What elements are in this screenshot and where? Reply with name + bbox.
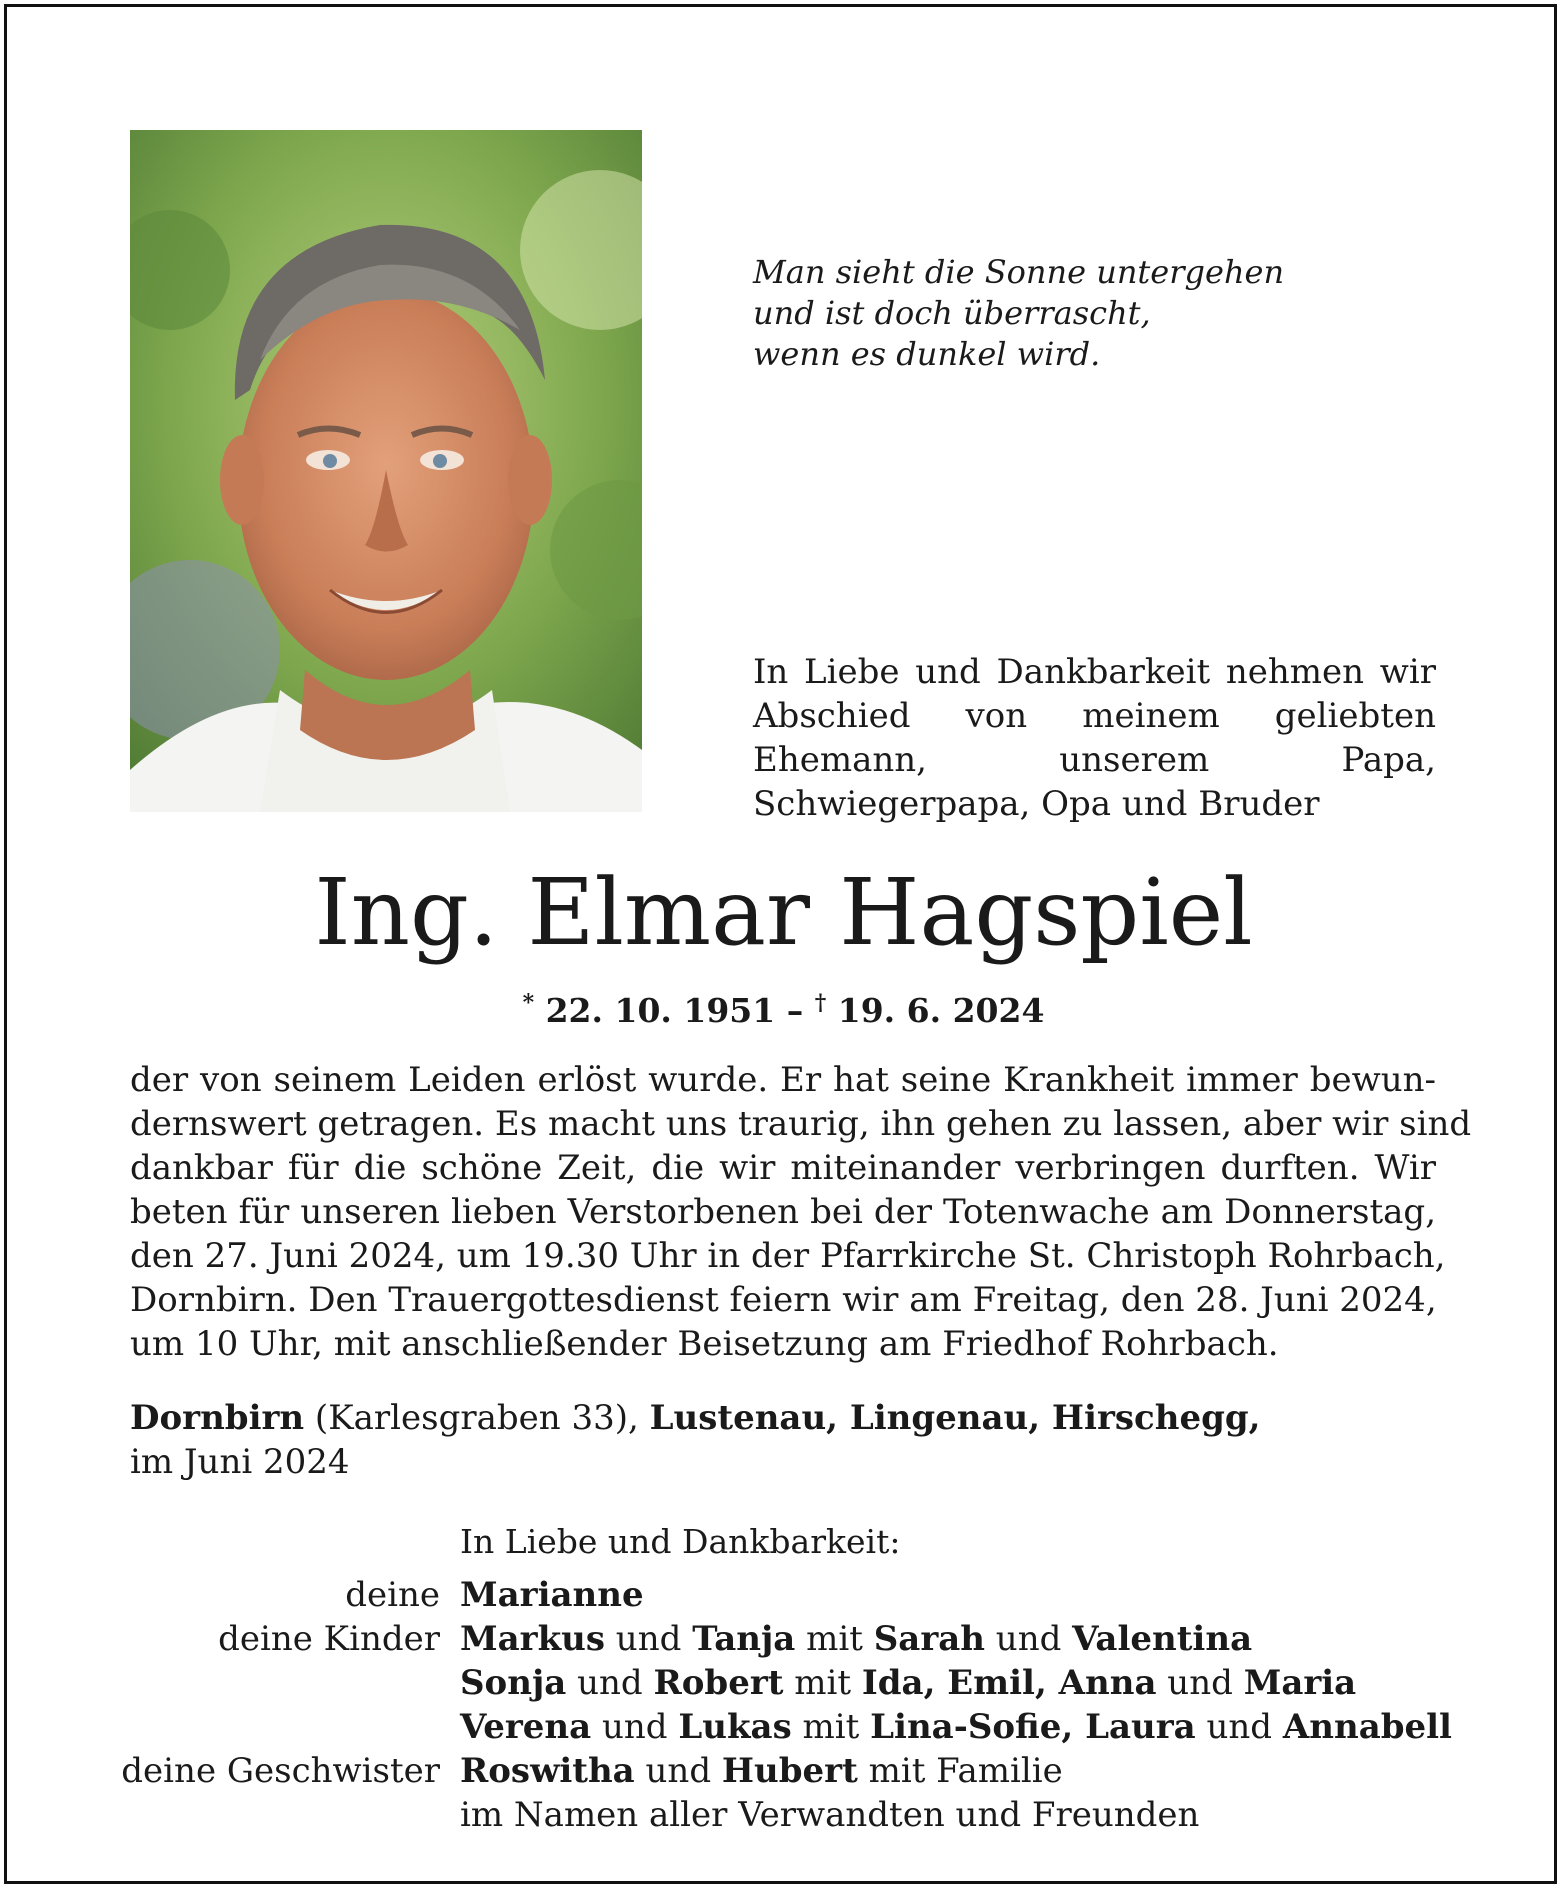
family-name: Tanja [692, 1619, 796, 1659]
family-connector: mit [791, 1707, 871, 1747]
death-date: 19. 6. 2024 [837, 991, 1045, 1030]
place-date: im Juni 2024 [130, 1442, 350, 1482]
portrait-illustration [130, 130, 642, 812]
family-name: Annabell [1282, 1707, 1452, 1747]
family-name: Sarah [873, 1619, 985, 1659]
birth-symbol: * [522, 990, 535, 1016]
family-name: Lina-Sofie, Laura [870, 1707, 1196, 1747]
body-line: beten für unseren lieben Verstorbenen bei der Totenwache am Donnerstag, [130, 1192, 1436, 1232]
body-line: der von seinem Leiden erlöst wurde. Er hat seine Krankheit immer bewun- [130, 1060, 1436, 1100]
family-row-names [460, 1661, 1356, 1705]
family-name: Lukas [678, 1707, 792, 1747]
family-name: Verena [460, 1707, 592, 1747]
family-row-names [460, 1705, 1452, 1749]
place-and-date [130, 1396, 1260, 1484]
family-name: Roswitha [460, 1751, 635, 1791]
place-others: Lustenau, Lingenau, Hirschegg, [649, 1398, 1261, 1438]
family-row-names [460, 1749, 1063, 1793]
family-name: Sonja [460, 1663, 567, 1703]
deceased-name: Ing. Elmar Hagspiel [314, 859, 1253, 966]
portrait-photo [130, 130, 642, 812]
family-name: Ida, Emil, Anna [861, 1663, 1157, 1703]
family-connector: und [1195, 1707, 1283, 1747]
body-line: Dornbirn. Den Trauergottesdienst feiern wir am Freitag, den 28. Juni 2024, [130, 1280, 1437, 1320]
life-dates [0, 990, 1567, 1030]
family-name: Markus [460, 1619, 605, 1659]
family-connector: und [1156, 1663, 1244, 1703]
family-connector: und [566, 1663, 654, 1703]
family-connector: und [605, 1619, 693, 1659]
family-name: Marianne [460, 1575, 644, 1615]
family-connector: und [984, 1619, 1073, 1659]
poem [753, 252, 1284, 375]
family-connector: im Namen aller Verwandten und Freunden [460, 1795, 1200, 1835]
family-connector: mit [795, 1619, 874, 1659]
family-row-label: deine Kinder [218, 1619, 440, 1659]
family-name: Maria [1243, 1663, 1357, 1703]
poem-line: und ist doch überrascht, [753, 294, 1151, 332]
birth-date: 22. 10. 1951 [545, 991, 776, 1030]
thanks-heading: In Liebe und Dankbarkeit: [460, 1522, 901, 1561]
death-symbol: † [814, 990, 827, 1016]
body-line: um 10 Uhr, mit anschließender Beisetzung am Friedhof Rohrbach. [130, 1324, 1279, 1364]
family-name: Valentina [1072, 1619, 1253, 1659]
body-text [130, 1058, 1472, 1366]
body-line: den 27. Juni 2024, um 19.30 Uhr in der Pfarrkirche St. Christoph Rohrbach, [130, 1236, 1446, 1276]
family-name: Hubert [721, 1751, 858, 1791]
family-connector: mit [783, 1663, 862, 1703]
place-address: (Karlesgraben 33), [304, 1398, 650, 1438]
family-row-label: deine Geschwister [121, 1751, 440, 1791]
body-line: dankbar für die schöne Zeit, die wir miteinander verbringen durften. Wir [130, 1148, 1436, 1188]
family-connector: und [591, 1707, 679, 1747]
family-name: Robert [653, 1663, 784, 1703]
family-row-names [460, 1793, 1199, 1837]
family-row-label: deine [345, 1575, 440, 1615]
poem-line: Man sieht die Sonne untergehen [753, 253, 1285, 291]
intro-text: In Liebe und Dankbarkeit nehmen wir Abschied von meinem geliebten Ehemann, unserem Papa, Schwiegerpapa, Opa und Bruder [753, 652, 1436, 824]
family-row-names [460, 1573, 644, 1617]
place-city: Dornbirn [130, 1398, 305, 1438]
body-line: dernswert getragen. Es macht uns traurig, ihn gehen zu lassen, aber wir sind [130, 1104, 1472, 1144]
family-row-names [460, 1617, 1252, 1661]
date-separator: – [775, 991, 815, 1030]
family-connector: mit Familie [857, 1751, 1063, 1791]
poem-line: wenn es dunkel wird. [753, 335, 1101, 373]
family-connector: und [634, 1751, 722, 1791]
